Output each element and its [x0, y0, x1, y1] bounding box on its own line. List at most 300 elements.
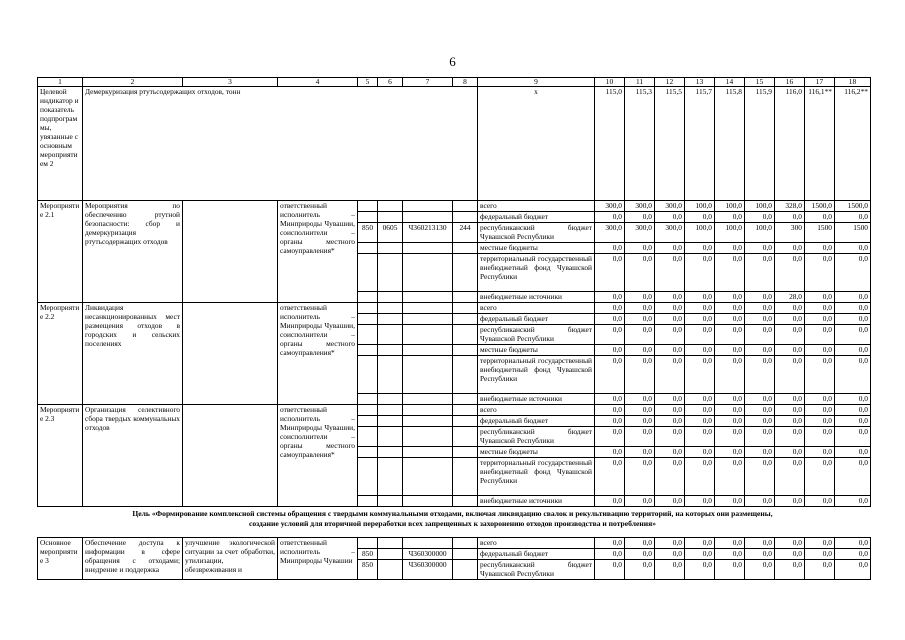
- target-code: Ч360300000: [403, 549, 453, 560]
- funding-value: 0,0: [805, 496, 835, 507]
- funding-value: 0,0: [835, 292, 871, 303]
- funding-value: 0,0: [685, 458, 715, 496]
- funding-source: республиканский бюджет Чувашской Республики: [478, 560, 595, 580]
- funding-value: 0,0: [625, 560, 655, 580]
- funding-value: 0,0: [685, 314, 715, 325]
- funding-value: 0,0: [685, 356, 715, 394]
- funding-value: 0,0: [715, 427, 745, 447]
- grbs-code: [358, 416, 378, 427]
- funding-value: 0,0: [775, 549, 805, 560]
- funding-value: 0,0: [655, 394, 685, 405]
- expense-code: [453, 416, 478, 427]
- funding-value: 0,0: [625, 549, 655, 560]
- funding-value: 0,0: [655, 549, 685, 560]
- section-code: [378, 303, 403, 314]
- program-table: [37, 77, 871, 507]
- funding-value: 0,0: [625, 212, 655, 223]
- funding-value: 0,0: [625, 394, 655, 405]
- section-code: [378, 549, 403, 560]
- funding-value: 0,0: [715, 394, 745, 405]
- funding-value: 0,0: [805, 356, 835, 394]
- funding-value: 0,0: [835, 325, 871, 345]
- funding-value: 0,0: [625, 458, 655, 496]
- funding-source: республиканский бюджет Чувашской Республики: [478, 223, 595, 243]
- funding-value: 0,0: [625, 427, 655, 447]
- grbs-code: [358, 447, 378, 458]
- funding-value: 0,0: [715, 458, 745, 496]
- funding-value: 0,0: [595, 292, 625, 303]
- grbs-code: [358, 345, 378, 356]
- section-code: [378, 394, 403, 405]
- funding-value: 0,0: [715, 356, 745, 394]
- section-code: [378, 292, 403, 303]
- section-code: [378, 416, 403, 427]
- funding-value: 0,0: [655, 427, 685, 447]
- funding-value: 0,0: [715, 254, 745, 292]
- section-code: [378, 405, 403, 416]
- grbs-code: [358, 303, 378, 314]
- funding-value: 0,0: [685, 538, 715, 549]
- funding-value: 0,0: [595, 549, 625, 560]
- measure-responsible: ответственный исполнитель – Минприроды Чувашии, соисполнители – органы местного самоуправления*: [278, 201, 358, 303]
- funding-value: 0,0: [625, 325, 655, 345]
- section-code: [378, 243, 403, 254]
- expense-code: 244: [453, 223, 478, 243]
- funding-value: 0,0: [805, 405, 835, 416]
- funding-value: 0,0: [805, 254, 835, 292]
- funding-value: 0,0: [715, 405, 745, 416]
- column-number: 12: [655, 78, 685, 87]
- funding-value: 0,0: [595, 447, 625, 458]
- funding-value: 0,0: [745, 325, 775, 345]
- indicator-unit: x: [478, 87, 595, 201]
- funding-value: 0,0: [775, 458, 805, 496]
- expense-code: [453, 538, 478, 549]
- funding-value: 0,0: [625, 314, 655, 325]
- funding-value: 0,0: [655, 416, 685, 427]
- funding-value: 0,0: [595, 243, 625, 254]
- funding-value: 0,0: [595, 416, 625, 427]
- expense-code: [453, 356, 478, 394]
- main-event-table: [37, 537, 871, 580]
- funding-value: 0,0: [835, 243, 871, 254]
- column-number: 10: [595, 78, 625, 87]
- page-number: 6: [449, 54, 456, 69]
- funding-value: 0,0: [595, 458, 625, 496]
- column-number: 7: [403, 78, 453, 87]
- target-code: [403, 212, 453, 223]
- funding-value: 0,0: [685, 212, 715, 223]
- funding-value: 0,0: [805, 560, 835, 580]
- grbs-code: [358, 254, 378, 292]
- funding-source: всего: [478, 201, 595, 212]
- funding-value: 0,0: [805, 394, 835, 405]
- funding-value: 0,0: [715, 314, 745, 325]
- funding-source: всего: [478, 405, 595, 416]
- measure-responsible: ответственный исполнитель – Минприроды Чувашии, соисполнители – органы местного самоуправления*: [278, 405, 358, 507]
- funding-value: 0,0: [715, 303, 745, 314]
- column-number: 3: [183, 78, 278, 87]
- measure-name: Обеспечение доступа к информации в сфере обращения с отходами; внедрение и поддержка: [83, 538, 183, 580]
- funding-value: 0,0: [655, 538, 685, 549]
- funding-value: 0,0: [745, 549, 775, 560]
- funding-value: 0,0: [745, 538, 775, 549]
- funding-value: 0,0: [745, 243, 775, 254]
- funding-value: 0,0: [595, 303, 625, 314]
- funding-value: 100,0: [745, 223, 775, 243]
- grbs-code: [358, 325, 378, 345]
- indicator-label: Целевой индикатор и показатель подпрограммы, увязанные с основным мероприятием 2: [38, 87, 83, 201]
- funding-value: 100,0: [685, 223, 715, 243]
- funding-value: 0,0: [745, 496, 775, 507]
- funding-value: 0,0: [685, 325, 715, 345]
- funding-value: 0,0: [595, 427, 625, 447]
- indicator-value: 115,0: [595, 87, 625, 201]
- funding-value: 0,0: [805, 447, 835, 458]
- target-code: [403, 447, 453, 458]
- funding-value: 0,0: [625, 345, 655, 356]
- funding-value: 0,0: [655, 314, 685, 325]
- funding-value: 0,0: [595, 394, 625, 405]
- target-code: [403, 201, 453, 212]
- expense-code: [453, 212, 478, 223]
- column-number: 11: [625, 78, 655, 87]
- expense-code: [453, 314, 478, 325]
- funding-value: 0,0: [685, 243, 715, 254]
- section-code: [378, 254, 403, 292]
- funding-value: 0,0: [835, 303, 871, 314]
- target-code: [403, 325, 453, 345]
- indicator-value: 115,8: [715, 87, 745, 201]
- grbs-code: [358, 458, 378, 496]
- funding-value: 0,0: [745, 314, 775, 325]
- funding-value: 0,0: [655, 212, 685, 223]
- target-code: Ч360213130: [403, 223, 453, 243]
- grbs-code: [358, 538, 378, 549]
- column-number: 13: [685, 78, 715, 87]
- funding-value: 1500,0: [805, 201, 835, 212]
- funding-value: 0,0: [775, 243, 805, 254]
- column-number: 4: [278, 78, 358, 87]
- funding-value: 0,0: [775, 325, 805, 345]
- expense-code: [453, 303, 478, 314]
- funding-value: 300: [775, 223, 805, 243]
- grbs-code: [358, 427, 378, 447]
- expense-code: [453, 427, 478, 447]
- funding-value: 0,0: [595, 405, 625, 416]
- column-number: 18: [835, 78, 871, 87]
- indicator-value: 116,2**: [835, 87, 871, 201]
- column-number: 6: [378, 78, 403, 87]
- funding-value: 0,0: [805, 427, 835, 447]
- grbs-code: [358, 243, 378, 254]
- funding-value: 0,0: [805, 212, 835, 223]
- funding-source: местные бюджеты: [478, 447, 595, 458]
- funding-value: 0,0: [715, 496, 745, 507]
- section-code: [378, 538, 403, 549]
- grbs-code: [358, 292, 378, 303]
- funding-value: 0,0: [835, 345, 871, 356]
- funding-value: 0,0: [775, 560, 805, 580]
- funding-source: всего: [478, 303, 595, 314]
- funding-value: 0,0: [715, 447, 745, 458]
- column-number: 1: [38, 78, 83, 87]
- expense-code: [453, 325, 478, 345]
- funding-value: 0,0: [745, 394, 775, 405]
- grbs-code: 850: [358, 223, 378, 243]
- target-code: [403, 345, 453, 356]
- funding-value: 100,0: [745, 201, 775, 212]
- section-code: [378, 447, 403, 458]
- funding-value: 0,0: [715, 416, 745, 427]
- funding-value: 0,0: [745, 447, 775, 458]
- funding-source: территориальный государственный внебюджетный фонд Чувашской Республики: [478, 356, 595, 394]
- column-number: 15: [745, 78, 775, 87]
- expense-code: [453, 549, 478, 560]
- funding-value: 0,0: [775, 447, 805, 458]
- funding-value: 0,0: [835, 254, 871, 292]
- expense-code: [453, 458, 478, 496]
- funding-source: территориальный государственный внебюджетный фонд Чувашской Республики: [478, 254, 595, 292]
- measure-label: Мероприятие 2.1: [38, 201, 83, 303]
- funding-source: внебюджетные источники: [478, 292, 595, 303]
- measure-result: [183, 303, 278, 405]
- funding-value: 0,0: [685, 447, 715, 458]
- funding-value: 0,0: [715, 243, 745, 254]
- expense-code: [453, 496, 478, 507]
- funding-value: 0,0: [655, 458, 685, 496]
- funding-value: 0,0: [805, 243, 835, 254]
- expense-code: [453, 201, 478, 212]
- funding-value: 0,0: [685, 560, 715, 580]
- grbs-code: [358, 394, 378, 405]
- funding-value: 0,0: [745, 303, 775, 314]
- section-code: [378, 356, 403, 394]
- funding-value: 0,0: [715, 325, 745, 345]
- target-code: [403, 458, 453, 496]
- funding-value: 0,0: [595, 560, 625, 580]
- funding-value: 0,0: [655, 243, 685, 254]
- funding-value: 0,0: [595, 538, 625, 549]
- funding-source: федеральный бюджет: [478, 314, 595, 325]
- funding-value: 1500: [805, 223, 835, 243]
- grbs-code: [358, 314, 378, 325]
- funding-value: 0,0: [715, 292, 745, 303]
- funding-value: 0,0: [745, 560, 775, 580]
- funding-value: 0,0: [655, 405, 685, 416]
- funding-value: 0,0: [595, 254, 625, 292]
- funding-value: 0,0: [685, 345, 715, 356]
- indicator-value: 115,3: [625, 87, 655, 201]
- measure-responsible: ответственный исполнитель – Минприроды Чувашии, соисполнители – органы местного самоуправления*: [278, 303, 358, 405]
- funding-value: 0,0: [835, 416, 871, 427]
- funding-value: 0,0: [625, 416, 655, 427]
- funding-value: 0,0: [775, 254, 805, 292]
- funding-source: местные бюджеты: [478, 243, 595, 254]
- funding-value: 0,0: [685, 549, 715, 560]
- funding-value: 0,0: [745, 356, 775, 394]
- section-code: [378, 212, 403, 223]
- indicator-value: 116,1**: [805, 87, 835, 201]
- grbs-code: 850: [358, 560, 378, 580]
- funding-value: 0,0: [775, 394, 805, 405]
- funding-value: 0,0: [805, 549, 835, 560]
- funding-source: федеральный бюджет: [478, 549, 595, 560]
- funding-value: 0,0: [805, 314, 835, 325]
- target-code: [403, 405, 453, 416]
- funding-value: 0,0: [715, 549, 745, 560]
- funding-value: 0,0: [775, 416, 805, 427]
- funding-value: 328,0: [775, 201, 805, 212]
- funding-value: 0,0: [625, 447, 655, 458]
- target-code: [403, 496, 453, 507]
- funding-value: 0,0: [655, 325, 685, 345]
- funding-value: 0,0: [805, 458, 835, 496]
- column-number: 8: [453, 78, 478, 87]
- measure-result: улучшение экологической ситуации за счет обработки, утилизации, обезвреживания и: [183, 538, 278, 580]
- funding-value: 0,0: [655, 496, 685, 507]
- funding-value: 0,0: [775, 356, 805, 394]
- funding-value: 0,0: [805, 416, 835, 427]
- table-row: [38, 405, 871, 416]
- target-code: [403, 254, 453, 292]
- column-number: 5: [358, 78, 378, 87]
- funding-source: внебюджетные источники: [478, 394, 595, 405]
- funding-value: 0,0: [835, 560, 871, 580]
- funding-value: 0,0: [805, 538, 835, 549]
- funding-value: 0,0: [775, 405, 805, 416]
- table-row: [38, 303, 871, 314]
- target-code: [403, 243, 453, 254]
- funding-value: 0,0: [745, 292, 775, 303]
- funding-value: 0,0: [625, 254, 655, 292]
- funding-source: внебюджетные источники: [478, 496, 595, 507]
- table-row: [38, 201, 871, 212]
- expense-code: [453, 394, 478, 405]
- funding-value: 100,0: [685, 201, 715, 212]
- funding-source: республиканский бюджет Чувашской Республики: [478, 325, 595, 345]
- funding-value: 0,0: [805, 345, 835, 356]
- funding-value: 300,0: [595, 223, 625, 243]
- funding-value: 0,0: [655, 356, 685, 394]
- funding-value: 300,0: [625, 201, 655, 212]
- funding-value: 0,0: [775, 303, 805, 314]
- funding-value: 0,0: [775, 345, 805, 356]
- indicator-value: 115,9: [745, 87, 775, 201]
- funding-value: 0,0: [775, 427, 805, 447]
- funding-value: 0,0: [655, 560, 685, 580]
- funding-value: 0,0: [835, 549, 871, 560]
- funding-value: 0,0: [745, 416, 775, 427]
- measure-name: Ликвидация несанкционированных мест размещения отходов в городских и сельских поселениях: [83, 303, 183, 405]
- funding-value: 0,0: [625, 303, 655, 314]
- funding-value: 0,0: [835, 538, 871, 549]
- indicator-value: 116,0: [775, 87, 805, 201]
- funding-value: 0,0: [685, 254, 715, 292]
- target-code: [403, 416, 453, 427]
- funding-value: 0,0: [595, 345, 625, 356]
- funding-value: 0,0: [685, 427, 715, 447]
- funding-value: 0,0: [595, 496, 625, 507]
- expense-code: [453, 254, 478, 292]
- column-number: 2: [83, 78, 183, 87]
- column-number: 9: [478, 78, 595, 87]
- indicator-value: 115,7: [685, 87, 715, 201]
- funding-value: 0,0: [655, 303, 685, 314]
- funding-value: 100,0: [715, 223, 745, 243]
- funding-value: 0,0: [595, 212, 625, 223]
- funding-value: 0,0: [625, 496, 655, 507]
- funding-value: 0,0: [835, 314, 871, 325]
- funding-value: 0,0: [685, 416, 715, 427]
- expense-code: [453, 243, 478, 254]
- funding-value: 0,0: [625, 538, 655, 549]
- expense-code: [453, 405, 478, 416]
- target-code: [403, 314, 453, 325]
- target-code: [403, 303, 453, 314]
- measure-name: Мероприятия по обеспечению ртутной безопасности: сбор и демеркуризация ртутьсодержащих отходов: [83, 201, 183, 303]
- section-code: [378, 314, 403, 325]
- funding-value: 0,0: [835, 427, 871, 447]
- funding-value: 0,0: [775, 212, 805, 223]
- section-code: [378, 345, 403, 356]
- funding-value: 0,0: [775, 314, 805, 325]
- measure-result: [183, 201, 278, 303]
- funding-source: территориальный государственный внебюджетный фонд Чувашской Республики: [478, 458, 595, 496]
- funding-value: 300,0: [595, 201, 625, 212]
- section-code: [378, 201, 403, 212]
- target-code: [403, 292, 453, 303]
- section-code: [378, 427, 403, 447]
- indicator-value: 115,5: [655, 87, 685, 201]
- funding-value: 0,0: [715, 212, 745, 223]
- column-number: 17: [805, 78, 835, 87]
- target-code: [403, 356, 453, 394]
- section-code: 0605: [378, 223, 403, 243]
- funding-value: 0,0: [595, 314, 625, 325]
- funding-value: 0,0: [775, 496, 805, 507]
- column-number: 16: [775, 78, 805, 87]
- funding-value: 0,0: [595, 356, 625, 394]
- grbs-code: [358, 356, 378, 394]
- measure-name: Организация селективного сбора твердых коммунальных отходов: [83, 405, 183, 507]
- funding-source: всего: [478, 538, 595, 549]
- funding-value: 0,0: [715, 560, 745, 580]
- funding-value: 0,0: [625, 292, 655, 303]
- target-code: Ч360300000: [403, 560, 453, 580]
- measure-label: Основное мероприятие 3: [38, 538, 83, 580]
- funding-value: 0,0: [655, 254, 685, 292]
- funding-source: местные бюджеты: [478, 345, 595, 356]
- funding-value: 0,0: [715, 345, 745, 356]
- measure-label: Мероприятие 2.2: [38, 303, 83, 405]
- grbs-code: [358, 212, 378, 223]
- funding-source: республиканский бюджет Чувашской Республики: [478, 427, 595, 447]
- expense-code: [453, 345, 478, 356]
- funding-value: 0,0: [685, 292, 715, 303]
- grbs-code: 850: [358, 549, 378, 560]
- funding-value: 0,0: [745, 427, 775, 447]
- funding-value: 0,0: [835, 458, 871, 496]
- funding-value: 0,0: [655, 447, 685, 458]
- funding-value: 0,0: [805, 292, 835, 303]
- funding-value: 0,0: [835, 405, 871, 416]
- funding-value: 0,0: [835, 447, 871, 458]
- measure-result: [183, 405, 278, 507]
- grbs-code: [358, 201, 378, 212]
- funding-value: 0,0: [625, 356, 655, 394]
- funding-value: 0,0: [655, 345, 685, 356]
